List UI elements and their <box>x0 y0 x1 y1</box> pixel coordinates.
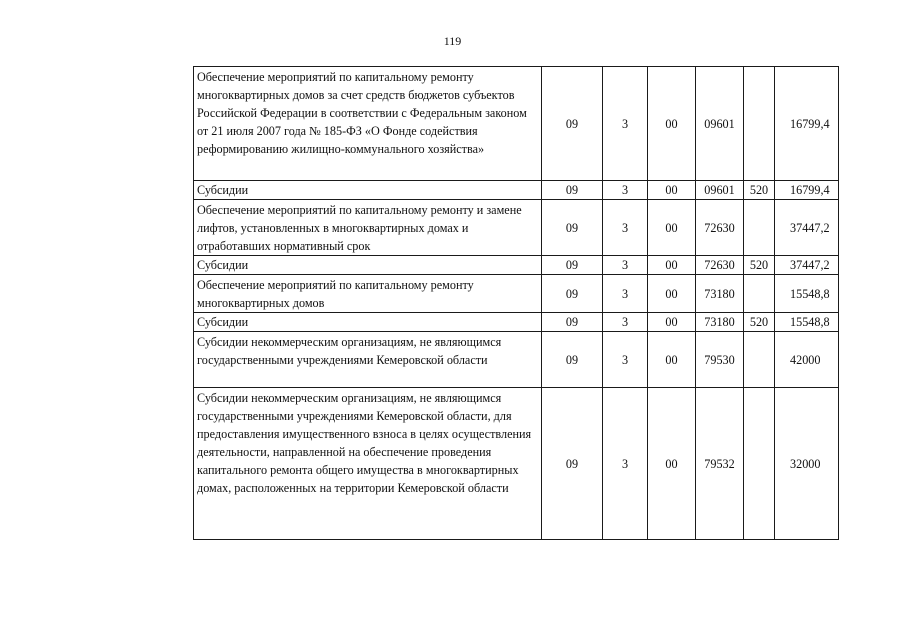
expense-type-code <box>744 332 775 388</box>
table-row <box>194 313 839 332</box>
section-code: 09 <box>542 388 603 540</box>
amount: 16799,4 <box>775 67 839 181</box>
subsection-code: 3 <box>603 332 648 388</box>
target-code: 09601 <box>696 67 744 181</box>
target-code: 79532 <box>696 388 744 540</box>
subsection-code: 3 <box>603 275 648 313</box>
expense-type-code: 520 <box>744 181 775 200</box>
program-code: 00 <box>648 67 696 181</box>
expense-type-code <box>744 67 775 181</box>
section-code: 09 <box>542 67 603 181</box>
program-code: 00 <box>648 313 696 332</box>
row-description: Обеспечение мероприятий по капитальному ремонту и замене лифтов, установленных в многоквартирных домах и отработавших нормативный срок <box>194 200 542 256</box>
page-number: 119 <box>443 34 462 48</box>
target-code: 72630 <box>696 256 744 275</box>
budget-table <box>193 66 839 540</box>
program-code: 00 <box>648 256 696 275</box>
table-row <box>194 256 839 275</box>
table-row <box>194 275 839 313</box>
table-row <box>194 200 839 256</box>
amount: 15548,8 <box>775 313 839 332</box>
subsection-code: 3 <box>603 200 648 256</box>
row-description: Субсидии некоммерческим организациям, не являющимся государственными учреждениями Кемеровской области <box>194 332 542 388</box>
amount: 42000 <box>775 332 839 388</box>
amount: 32000 <box>775 388 839 540</box>
amount: 15548,8 <box>775 275 839 313</box>
row-description: Субсидии некоммерческим организациям, не являющимся государственными учреждениями Кемеровской области, для предоставления имущественного взноса в целях осуществления деятельности, направленной на обеспечение проведения капитального ремонта общего имущества в многоквартирных домах, расположенных на территории Кемеровской области <box>194 388 542 540</box>
subsection-code: 3 <box>603 67 648 181</box>
subsection-code: 3 <box>603 388 648 540</box>
subsection-code: 3 <box>603 181 648 200</box>
table-row <box>194 388 839 540</box>
row-description: Субсидии <box>194 181 542 200</box>
expense-type-code: 520 <box>744 313 775 332</box>
row-description: Обеспечение мероприятий по капитальному ремонту многоквартирных домов <box>194 275 542 313</box>
target-code: 79530 <box>696 332 744 388</box>
program-code: 00 <box>648 388 696 540</box>
target-code: 73180 <box>696 313 744 332</box>
row-description: Субсидии <box>194 256 542 275</box>
target-code: 09601 <box>696 181 744 200</box>
table-row <box>194 67 839 181</box>
section-code: 09 <box>542 200 603 256</box>
table-row <box>194 181 839 200</box>
amount: 37447,2 <box>775 200 839 256</box>
section-code: 09 <box>542 256 603 275</box>
section-code: 09 <box>542 181 603 200</box>
subsection-code: 3 <box>603 256 648 275</box>
subsection-code: 3 <box>603 313 648 332</box>
row-description: Субсидии <box>194 313 542 332</box>
program-code: 00 <box>648 332 696 388</box>
program-code: 00 <box>648 275 696 313</box>
expense-type-code <box>744 388 775 540</box>
section-code: 09 <box>542 313 603 332</box>
program-code: 00 <box>648 200 696 256</box>
section-code: 09 <box>542 275 603 313</box>
expense-type-code <box>744 200 775 256</box>
section-code: 09 <box>542 332 603 388</box>
target-code: 72630 <box>696 200 744 256</box>
amount: 16799,4 <box>775 181 839 200</box>
expense-type-code: 520 <box>744 256 775 275</box>
program-code: 00 <box>648 181 696 200</box>
amount: 37447,2 <box>775 256 839 275</box>
target-code: 73180 <box>696 275 744 313</box>
table-row <box>194 332 839 388</box>
expense-type-code <box>744 275 775 313</box>
row-description: Обеспечение мероприятий по капитальному ремонту многоквартирных домов за счет средств бюджетов субъектов Российской Федерации в соответствии с Федеральным законом от 21 июля 2007 года № 185-ФЗ «О Фонде содействия реформированию жилищно-коммунального хозяйства» <box>194 67 542 181</box>
